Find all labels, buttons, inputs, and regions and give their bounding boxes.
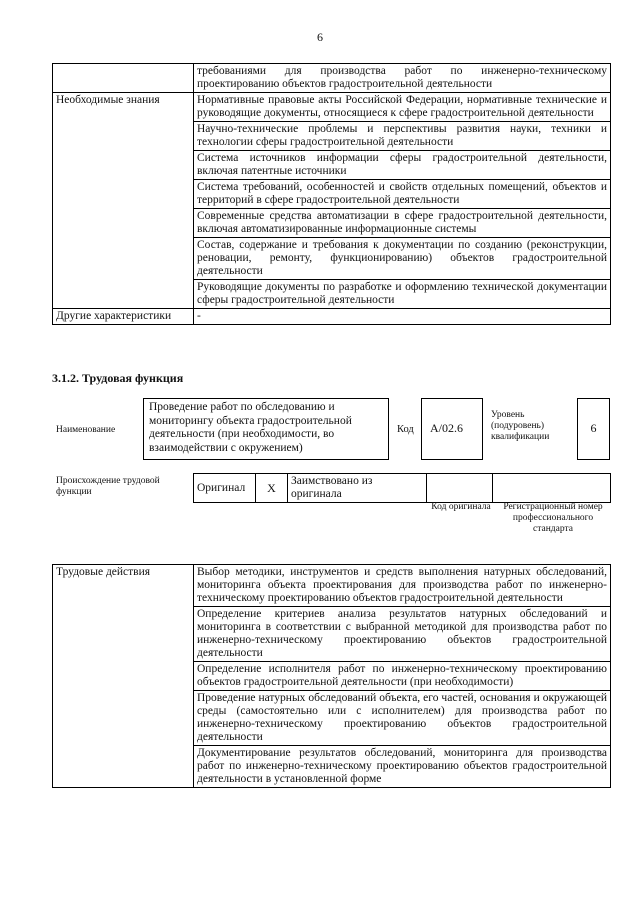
section-title: 3.1.2. Трудовая функция bbox=[52, 371, 184, 385]
level-label: Уровень (подуровень) квалификации bbox=[491, 410, 550, 442]
knowledge-item: Научно-технические проблемы и перспективы развития науки, техники и технологии сферы градостроительной деятельности bbox=[194, 122, 611, 151]
action-item: Документирование результатов обследований, мониторинга для производства работ по инженерно-техническому проектированию объектов градостроительной деятельности в установленной форме bbox=[194, 746, 611, 788]
knowledge-item: Нормативные правовые акты Российской Федерации, нормативные технические и руководящие документы, относящиеся к сфере градостроительной деятельности bbox=[194, 93, 611, 122]
knowledge-item: Состав, содержание и требования к документации по созданию (реконструкции, реновации, ремонту, функционированию) объектов градостроительной деятельности bbox=[194, 238, 611, 280]
table-cell: требованиями для производства работ по инженерно-техническому проектированию объектов градостроительной деятельности bbox=[194, 64, 611, 93]
knowledge-item: Система источников информации сферы градостроительной деятельности, включая патентные источники bbox=[194, 151, 611, 180]
action-item: Определение критериев анализа результатов натурных обследований и мониторинга в соответствии с выбранной методикой для производства работ по инженерно-техническому проектированию объектов градостроительной деятельности bbox=[194, 607, 611, 662]
code-label: Код bbox=[397, 424, 414, 435]
table-row bbox=[53, 93, 611, 122]
other-label: Другие характеристики bbox=[53, 309, 194, 325]
action-item: Выбор методики, инструментов и средств выполнения натурных обследований, мониторинга объекта проектирования для производства работ по инженерно-техническому проектированию объектов градостроительной деятельности bbox=[194, 565, 611, 607]
table-cell bbox=[53, 64, 194, 93]
reg-caption: Регистрационный номер профессионального стандарта bbox=[503, 502, 603, 534]
origin-table bbox=[193, 473, 611, 503]
table-row bbox=[194, 474, 611, 503]
action-item: Проведение натурных обследований объекта, его частей, основания и окружающей среды (самостоятельно или с исполнителем) для производства работ по инженерно-техническому проектированию объектов градостроительной деятельности bbox=[194, 691, 611, 746]
actions-table bbox=[52, 564, 611, 788]
name-label: Наименование bbox=[56, 425, 116, 435]
table-row bbox=[53, 565, 611, 607]
table-row bbox=[53, 309, 611, 325]
knowledge-item: Руководящие документы по разработке и оформлению технической документации сферы градостроительной деятельности bbox=[194, 280, 611, 309]
table-cell bbox=[493, 474, 611, 503]
original-mark: X bbox=[256, 474, 288, 503]
table-row bbox=[53, 64, 611, 93]
knowledge-table bbox=[52, 63, 611, 325]
borrowed-label: Заимствовано из оригинала bbox=[288, 474, 427, 503]
knowledge-label: Необходимые знания bbox=[53, 93, 194, 309]
function-name: Проведение работ по обследованию и мониторингу объекта градостроительной деятельности (при необходимости, во взаимодействии с окружением) bbox=[143, 398, 389, 460]
table-cell bbox=[427, 474, 493, 503]
actions-label: Трудовые действия bbox=[53, 565, 194, 788]
other-value: - bbox=[194, 309, 611, 325]
code-caption: Код оригинала bbox=[431, 502, 491, 512]
origin-label: Происхождение трудовой функции bbox=[56, 476, 160, 497]
knowledge-item: Современные средства автоматизации в сфере градостроительной деятельности, включая автоматизированные информационные системы bbox=[194, 209, 611, 238]
knowledge-item: Система требований, особенностей и свойств отдельных помещений, объектов и территорий в сфере градостроительной деятельности bbox=[194, 180, 611, 209]
page-number: 6 bbox=[317, 30, 323, 44]
code-value: А/02.6 bbox=[421, 398, 483, 460]
level-value: 6 bbox=[577, 398, 610, 460]
original-label: Оригинал bbox=[194, 474, 256, 503]
action-item: Определение исполнителя работ по инженерно-техническому проектированию объектов градостроительной деятельности (при необходимости) bbox=[194, 662, 611, 691]
